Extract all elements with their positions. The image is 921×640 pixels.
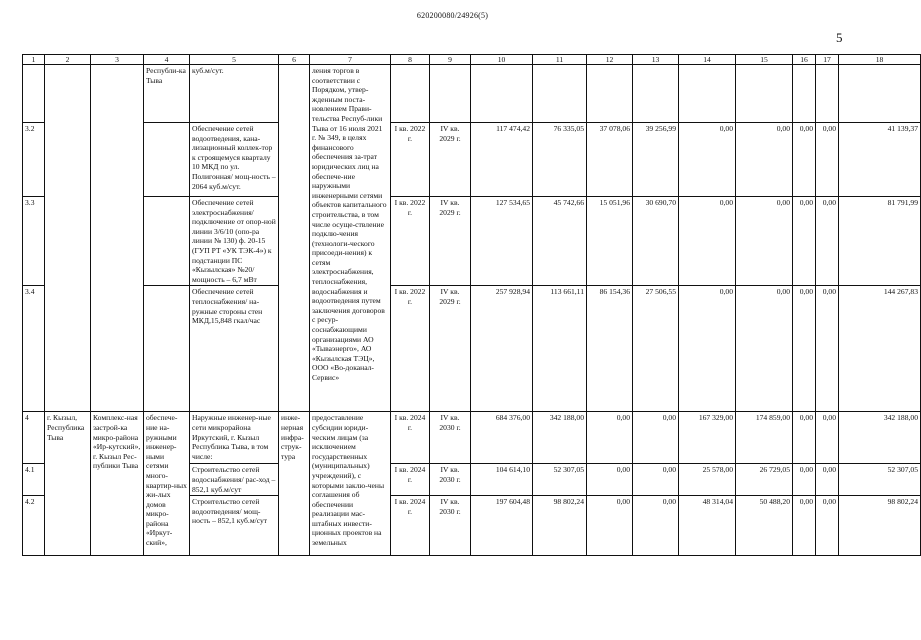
value-cell: 197 604,48 bbox=[471, 496, 533, 556]
value-cell: 0,00 bbox=[679, 286, 736, 412]
end-quarter: IV кв. 2029 г. bbox=[430, 197, 471, 286]
row-number: 3.2 bbox=[23, 123, 45, 197]
col-num: 15 bbox=[736, 55, 793, 65]
purpose-cell bbox=[144, 123, 190, 197]
value-cell bbox=[816, 65, 839, 123]
start-quarter: I кв. 2024 г. bbox=[391, 496, 430, 556]
col-num: 13 bbox=[633, 55, 679, 65]
description-cell: куб.м/сут. bbox=[190, 65, 279, 123]
col-num: 4 bbox=[144, 55, 190, 65]
funding-table bbox=[22, 54, 921, 556]
value-cell: 0,00 bbox=[736, 123, 793, 197]
value-cell: 0,00 bbox=[793, 496, 816, 556]
value-cell: 15 051,96 bbox=[587, 197, 633, 286]
description-cell: Обеспечение сетей водоотведения, кана-лизационный коллек-тор к строящемуся кварталу 10 МКД по ул. Полигонная/ мощ-ность – 2064 куб.м/сут. bbox=[190, 123, 279, 197]
col-num: 17 bbox=[816, 55, 839, 65]
value-cell: 30 690,70 bbox=[633, 197, 679, 286]
page-number: 5 bbox=[836, 30, 843, 45]
col-num: 14 bbox=[679, 55, 736, 65]
end-quarter: IV кв. 2030 г. bbox=[430, 496, 471, 556]
column-number-row bbox=[23, 55, 921, 65]
value-cell: 50 488,20 bbox=[736, 496, 793, 556]
value-cell: 113 661,11 bbox=[533, 286, 587, 412]
value-cell: 117 474,42 bbox=[471, 123, 533, 197]
value-cell: 144 267,83 bbox=[839, 286, 921, 412]
end-quarter: IV кв. 2030 г. bbox=[430, 464, 471, 496]
value-cell: 0,00 bbox=[816, 496, 839, 556]
value-cell bbox=[839, 65, 921, 123]
value-cell: 0,00 bbox=[816, 197, 839, 286]
table-row bbox=[23, 65, 921, 123]
value-cell: 342 188,00 bbox=[533, 412, 587, 464]
purpose-cell: обеспече-ние на-ружными инженер-ными сетями много-квартир-ных жи-лых домов микро-района «Иркут-ский», bbox=[144, 412, 190, 556]
value-cell: 0,00 bbox=[816, 412, 839, 464]
table-row bbox=[23, 197, 921, 286]
start-quarter: I кв. 2024 г. bbox=[391, 412, 430, 464]
value-cell: 0,00 bbox=[793, 197, 816, 286]
value-cell: 174 859,00 bbox=[736, 412, 793, 464]
value-cell: 0,00 bbox=[816, 286, 839, 412]
value-cell: 0,00 bbox=[633, 464, 679, 496]
col-num: 12 bbox=[587, 55, 633, 65]
value-cell: 0,00 bbox=[816, 123, 839, 197]
value-cell bbox=[793, 65, 816, 123]
value-cell: 0,00 bbox=[793, 123, 816, 197]
col-num: 11 bbox=[533, 55, 587, 65]
value-cell: 98 802,24 bbox=[839, 496, 921, 556]
row-number: 4.1 bbox=[23, 464, 45, 496]
location-cell: г. Кызыл, Республика Тыва bbox=[45, 412, 91, 556]
row-number: 4 bbox=[23, 412, 45, 464]
description-cell: Обеспечение сетей электроснабжения/ подключение от опор-ной линии 3/6/10 (опо-ра линии № 130) ф. 20-15 (ГУП РТ «УК ТЭК-4») к подстанции ПС «Кызылская» №20/ мощность – 6,7 мВт bbox=[190, 197, 279, 286]
value-cell: 25 578,00 bbox=[679, 464, 736, 496]
value-cell: 37 078,06 bbox=[587, 123, 633, 197]
value-cell: 104 614,10 bbox=[471, 464, 533, 496]
value-cell: 0,00 bbox=[793, 464, 816, 496]
value-cell: 0,00 bbox=[793, 286, 816, 412]
funding-method-cell: ления торгов в соответствии с Порядком, утвер-жденным поста-новлением Прави-тельства Респуб-лики Тыва от 16 июля 2021 г. № 349, в целях финансового обеспечения за-трат юридических лиц на обеспече-ние наружными инженерными сетями объектов капитального строительства, в том числе осуще-ствление подклю-чения (технологи-ческого присоеди-нения) к сетям электроснабжения, теплоснабжения, водоснабжения и водоотведения путем заключения договоров с ресур-соснабжающими организациями АО «Тываэнерго», АО «Кызылская ТЭЦ», ООО «Во-доканал-Сервис» bbox=[310, 65, 391, 412]
description-cell: Строительство сетей водоснабжения/ рас-ход – 852,1 куб.м/сут bbox=[190, 464, 279, 496]
value-cell: 0,00 bbox=[736, 286, 793, 412]
value-cell: 48 314,04 bbox=[679, 496, 736, 556]
value-cell: 257 928,94 bbox=[471, 286, 533, 412]
description-cell: Обеспечение сетей теплоснабжения/ на-ружные стороны стен МКД,15,848 гкал/час bbox=[190, 286, 279, 412]
table-row bbox=[23, 286, 921, 412]
start-cell bbox=[391, 65, 430, 123]
value-cell: 26 729,05 bbox=[736, 464, 793, 496]
value-cell: 0,00 bbox=[679, 197, 736, 286]
project-cell bbox=[91, 65, 144, 412]
col-num: 7 bbox=[310, 55, 391, 65]
purpose-cell bbox=[144, 197, 190, 286]
value-cell: 342 188,00 bbox=[839, 412, 921, 464]
end-quarter: IV кв. 2029 г. bbox=[430, 123, 471, 197]
value-cell: 81 791,99 bbox=[839, 197, 921, 286]
col-num: 3 bbox=[91, 55, 144, 65]
document-id: 620200080/24926(5) bbox=[416, 11, 489, 20]
table-row bbox=[23, 412, 921, 464]
col-num: 18 bbox=[839, 55, 921, 65]
end-cell bbox=[430, 65, 471, 123]
start-quarter: I кв. 2022 г. bbox=[391, 123, 430, 197]
value-cell: 684 376,00 bbox=[471, 412, 533, 464]
start-quarter: I кв. 2022 г. bbox=[391, 286, 430, 412]
value-cell: 76 335,05 bbox=[533, 123, 587, 197]
value-cell: 86 154,36 bbox=[587, 286, 633, 412]
purpose-cell bbox=[144, 286, 190, 412]
row-number bbox=[23, 65, 45, 123]
purpose-cell: Республи-ка Тыва bbox=[144, 65, 190, 123]
value-cell: 127 534,65 bbox=[471, 197, 533, 286]
col-num: 9 bbox=[430, 55, 471, 65]
value-cell bbox=[736, 65, 793, 123]
value-cell bbox=[533, 65, 587, 123]
value-cell: 167 329,00 bbox=[679, 412, 736, 464]
value-cell: 52 307,05 bbox=[839, 464, 921, 496]
funding-method-cell: предоставление субсидии юриди-ческим лицам (за исключением государственных (муниципальных) учреждений), с которыми заклю-чены соглашения об обеспечении реализации мас-штабных инвести-ционных проектов на земельных bbox=[310, 412, 391, 556]
value-cell bbox=[633, 65, 679, 123]
value-cell bbox=[679, 65, 736, 123]
value-cell: 0,00 bbox=[679, 123, 736, 197]
description-cell: Строительство сетей водоотведения/ мощ-ность – 852,1 куб.м/сут bbox=[190, 496, 279, 556]
description-cell: Наружные инженер-ные сети микрорайона Иркутский, г. Кызыл Республика Тыва, в том числе: bbox=[190, 412, 279, 464]
value-cell bbox=[471, 65, 533, 123]
col-num: 10 bbox=[471, 55, 533, 65]
value-cell: 0,00 bbox=[793, 412, 816, 464]
value-cell: 45 742,66 bbox=[533, 197, 587, 286]
table-row bbox=[23, 123, 921, 197]
category-cell: инже-нерная инфра-струк-тура bbox=[279, 412, 310, 556]
col-num: 6 bbox=[279, 55, 310, 65]
start-quarter: I кв. 2022 г. bbox=[391, 197, 430, 286]
value-cell bbox=[587, 65, 633, 123]
value-cell: 0,00 bbox=[587, 412, 633, 464]
row-number: 3.4 bbox=[23, 286, 45, 412]
location-cell bbox=[45, 65, 91, 412]
value-cell: 27 506,55 bbox=[633, 286, 679, 412]
value-cell: 52 307,05 bbox=[533, 464, 587, 496]
value-cell: 0,00 bbox=[816, 464, 839, 496]
value-cell: 0,00 bbox=[587, 496, 633, 556]
col-num: 16 bbox=[793, 55, 816, 65]
col-num: 2 bbox=[45, 55, 91, 65]
col-num: 1 bbox=[23, 55, 45, 65]
col-num: 8 bbox=[391, 55, 430, 65]
value-cell: 0,00 bbox=[736, 197, 793, 286]
project-cell: Комплекс-ная застрой-ка микро-района «Ир-кутский», г. Кызыл Рес-публики Тыва bbox=[91, 412, 144, 556]
start-quarter: I кв. 2024 г. bbox=[391, 464, 430, 496]
value-cell: 0,00 bbox=[587, 464, 633, 496]
row-number: 4.2 bbox=[23, 496, 45, 556]
value-cell: 98 802,24 bbox=[533, 496, 587, 556]
end-quarter: IV кв. 2030 г. bbox=[430, 412, 471, 464]
col-num: 5 bbox=[190, 55, 279, 65]
value-cell: 41 139,37 bbox=[839, 123, 921, 197]
value-cell: 39 256,99 bbox=[633, 123, 679, 197]
category-cell bbox=[279, 65, 310, 412]
value-cell: 0,00 bbox=[633, 496, 679, 556]
row-number: 3.3 bbox=[23, 197, 45, 286]
value-cell: 0,00 bbox=[633, 412, 679, 464]
end-quarter: IV кв. 2029 г. bbox=[430, 286, 471, 412]
